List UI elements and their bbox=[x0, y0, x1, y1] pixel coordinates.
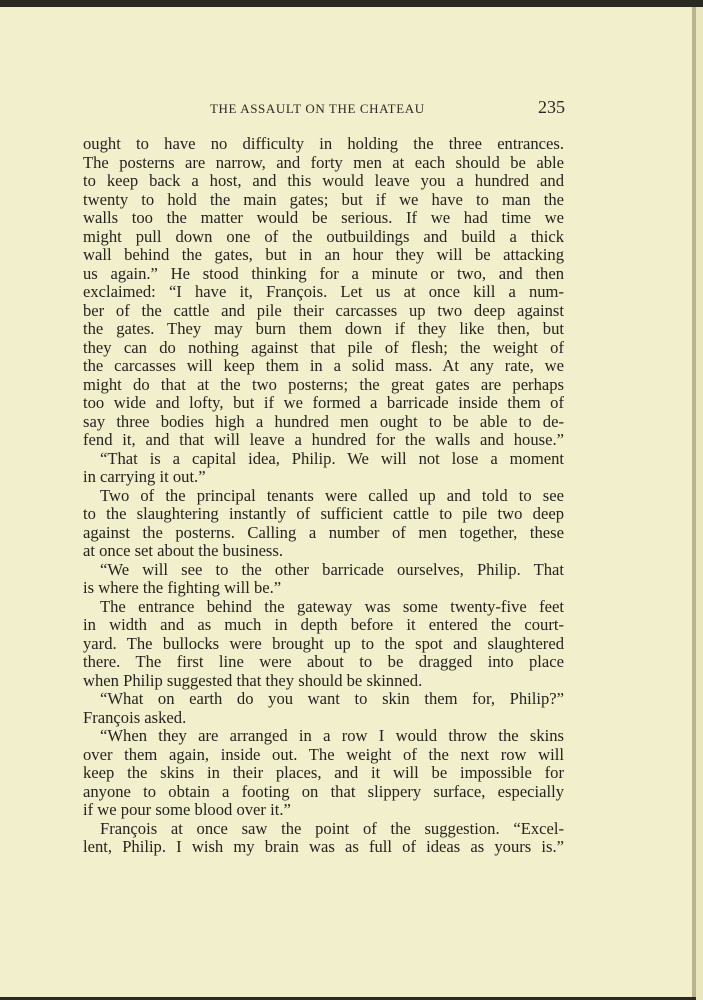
text-line: exclaimed: “I have it, François. Let us at once kill a num- bbox=[83, 283, 564, 301]
text-line: wall behind the gates, but in an hour they will be attacking bbox=[83, 246, 564, 264]
text-line: ber of the cattle and pile their carcasses up two deep against bbox=[83, 301, 564, 320]
running-title: THE ASSAULT ON THE CHATEAU bbox=[210, 101, 425, 116]
text-line: if we pour some blood over it.” bbox=[83, 801, 291, 819]
text-line: they can do nothing against that pile of flesh; the weight of bbox=[83, 338, 564, 357]
text-line: the gates. They may burn them down if they like then, but bbox=[83, 320, 564, 338]
text-line: might pull down one of the outbuildings and build a thick bbox=[83, 227, 564, 246]
text-line: in width and as much in depth before it entered the court- bbox=[83, 616, 564, 634]
text-line: at once set about the business. bbox=[83, 542, 284, 560]
text-line: to keep back a host, and this would leave you a hundred and bbox=[83, 172, 564, 190]
text-line: Two of the principal tenants were called up and told to see bbox=[100, 486, 564, 505]
text-line: fend it, and that will leave a hundred for the walls and house.” bbox=[83, 431, 564, 449]
text-line: when Philip suggested that they should be skinned. bbox=[83, 671, 423, 690]
body-text bbox=[83, 135, 564, 857]
text-line: François at once saw the point of the suggestion. “Excel- bbox=[100, 819, 564, 838]
text-line: “That is a capital idea, Philip. We will not lose a moment bbox=[100, 449, 564, 468]
text-line: ought to have no difficulty in holding the three entrances. bbox=[83, 135, 564, 153]
page-header bbox=[83, 99, 565, 121]
text-line: twenty to hold the main gates; but if we have to man the bbox=[83, 190, 564, 209]
text-line: keep the skins in their places, and it will be impossible for bbox=[83, 764, 564, 782]
text-line: over them again, inside out. The weight of the next row will bbox=[83, 745, 564, 764]
text-line: “We will see to the other barricade ourselves, Philip. That bbox=[100, 560, 564, 579]
page-number: 235 bbox=[538, 97, 565, 117]
text-line: The posterns are narrow, and forty men at each should be able bbox=[83, 153, 564, 172]
text-line: François asked. bbox=[83, 708, 187, 727]
text-line: The entrance behind the gateway was some twenty-five feet bbox=[100, 597, 564, 616]
text-line: in carrying it out.” bbox=[83, 468, 206, 486]
text-line: too wide and lofty, but if we formed a barricade inside them of bbox=[83, 394, 564, 412]
text-line: the carcasses will keep them in a solid mass. At any rate, we bbox=[83, 357, 564, 375]
text-line: walls too the matter would be serious. If we had time we bbox=[83, 209, 564, 227]
next-page-edge bbox=[696, 7, 703, 1000]
text-line: “When they are arranged in a row I would throw the skins bbox=[100, 727, 564, 745]
text-line: say three bodies high a hundred men ought to be able to de- bbox=[83, 412, 564, 431]
text-line: anyone to obtain a footing on that slippery surface, especially bbox=[83, 782, 564, 801]
text-line: there. The first line were about to be dragged into place bbox=[83, 653, 564, 671]
text-line: is where the fighting will be.” bbox=[83, 579, 282, 597]
text-line: “What on earth do you want to skin them for, Philip?” bbox=[100, 690, 564, 708]
text-line: us again.” He stood thinking for a minute or two, and then bbox=[83, 264, 564, 283]
text-line: against the posterns. Calling a number of men together, these bbox=[83, 523, 564, 542]
text-line: might do that at the two posterns; the great gates are perhaps bbox=[83, 375, 564, 394]
text-line: to the slaughtering instantly of sufficient cattle to pile two deep bbox=[83, 505, 564, 523]
text-line: lent, Philip. I wish my brain was as full of ideas as yours is.” bbox=[83, 838, 564, 856]
text-line: yard. The bullocks were brought up to the spot and slaughtered bbox=[83, 634, 564, 653]
